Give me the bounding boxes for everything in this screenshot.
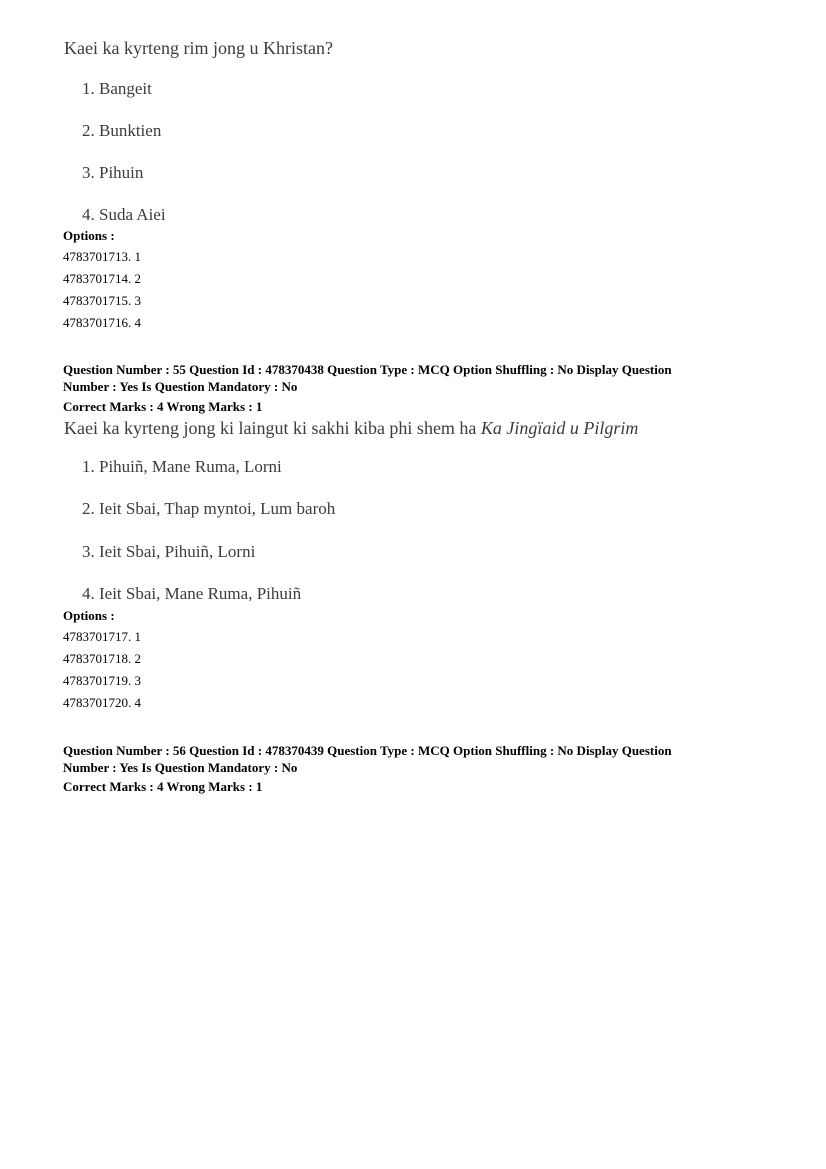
question-54-text: Kaei ka kyrteng rim jong u Khristan? <box>64 38 333 58</box>
question-54-option-4: 4783701716. 4 <box>63 315 141 330</box>
question-54-choice-1: 1. Bangeit <box>82 79 152 98</box>
question-55-meta-line-1: Question Number : 55 Question Id : 478370438 Question Type : MCQ Option Shuffling : No Display Question <box>63 362 672 377</box>
question-54-option-3: 4783701715. 3 <box>63 293 141 308</box>
question-56-meta <box>63 742 763 776</box>
question-54-option-1: 4783701713. 1 <box>63 249 141 264</box>
question-54-option-2: 4783701714. 2 <box>63 271 141 286</box>
question-56-meta-line-1: Question Number : 56 Question Id : 478370439 Question Type : MCQ Option Shuffling : No Display Question <box>63 743 672 758</box>
question-55-text <box>64 418 638 439</box>
question-55-text-main: Kaei ka kyrteng jong ki laingut ki sakhi kiba phi shem ha <box>64 418 481 438</box>
question-55-choice-3: 3. Ieit Sbai, Pihuiñ, Lorni <box>82 542 256 561</box>
question-55-marks: Correct Marks : 4 Wrong Marks : 1 <box>63 399 263 414</box>
question-55-text-italic: Ka Jingïaid u Pilgrim <box>480 418 639 438</box>
question-55-meta <box>63 361 763 395</box>
question-55-option-2: 4783701718. 2 <box>63 651 141 666</box>
question-54-choice-3: 3. Pihuin <box>82 163 144 182</box>
question-54-options-label: Options : <box>63 228 115 243</box>
question-56-meta-line-2: Number : Yes Is Question Mandatory : No <box>63 760 298 775</box>
question-56-marks: Correct Marks : 4 Wrong Marks : 1 <box>63 779 263 794</box>
question-54-choice-2: 2. Bunktien <box>82 121 162 140</box>
question-55-meta-line-2: Number : Yes Is Question Mandatory : No <box>63 379 298 394</box>
question-55-options-label: Options : <box>63 608 115 623</box>
question-55-option-3: 4783701719. 3 <box>63 673 141 688</box>
question-54-choice-4: 4. Suda Aiei <box>82 205 166 224</box>
question-55-choice-1: 1. Pihuiñ, Mane Ruma, Lorni <box>82 457 282 476</box>
question-55-choice-4: 4. Ieit Sbai, Mane Ruma, Pihuiñ <box>82 584 302 603</box>
question-55-option-4: 4783701720. 4 <box>63 695 141 710</box>
question-55-choice-2: 2. Ieit Sbai, Thap myntoi, Lum baroh <box>82 499 336 518</box>
question-55-option-1: 4783701717. 1 <box>63 629 141 644</box>
